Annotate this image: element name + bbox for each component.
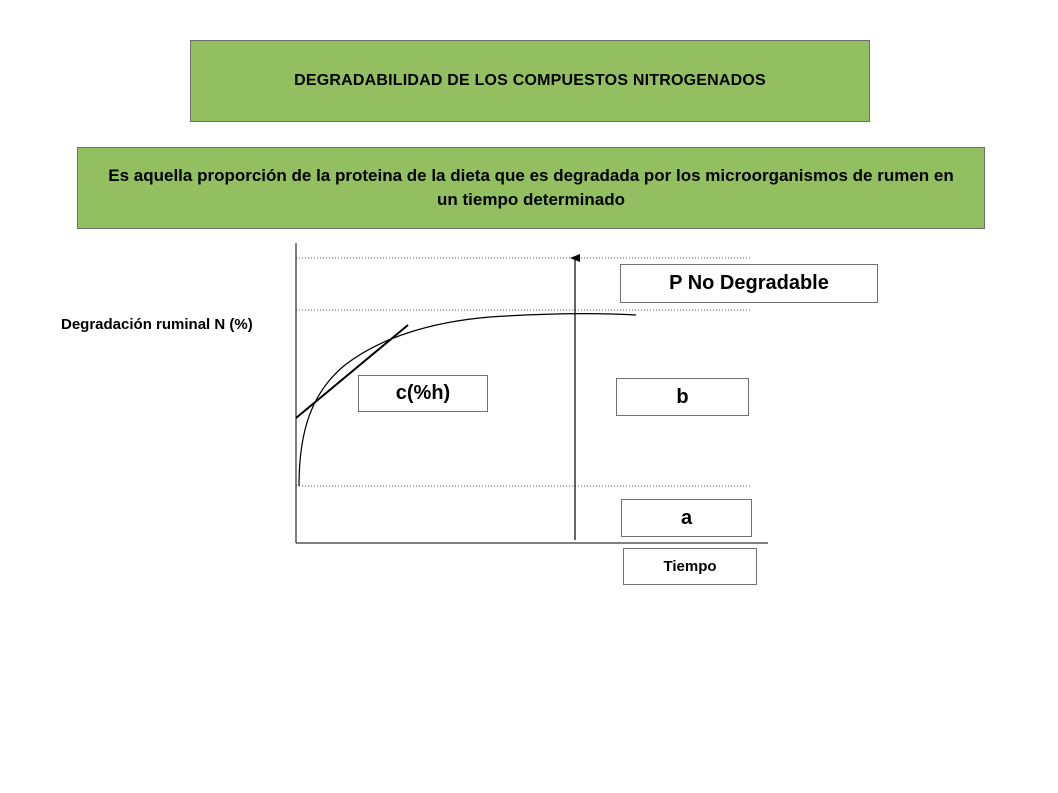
fraction-a-label: a <box>680 506 693 529</box>
rate-c-label: c(%h) <box>395 382 451 404</box>
fraction-a-box <box>621 499 752 537</box>
fraction-b-label: b <box>676 385 689 408</box>
no-degradable-label: P No Degradable <box>669 272 829 294</box>
fraction-b-box <box>616 378 749 416</box>
rate-c-box <box>358 375 488 412</box>
page-title: DEGRADABILIDAD DE LOS COMPUESTOS NITROGENADOS <box>294 72 766 89</box>
x-axis-label-box <box>623 548 757 585</box>
no-degradable-box <box>620 264 878 303</box>
x-axis-label: Tiempo <box>663 558 717 575</box>
definition-text: Es aquella proporción de la proteina de la dieta que es degradada por los microorganismos de rumen en un tiempo determinado <box>108 166 954 209</box>
y-axis-label: Degradación ruminal N (%) <box>61 316 253 333</box>
